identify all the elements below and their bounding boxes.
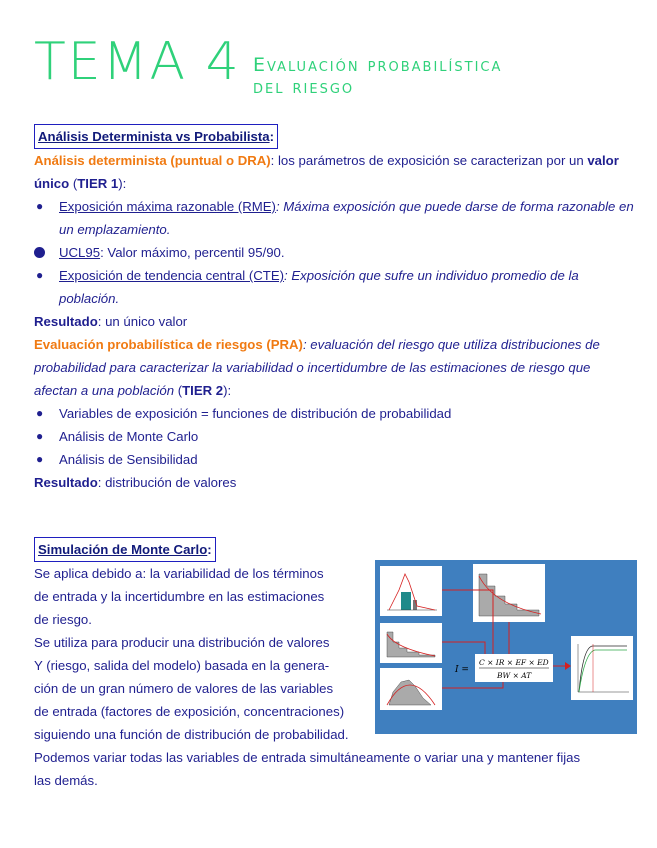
bullet-icon: ● — [36, 268, 44, 282]
page-subtitle — [253, 54, 502, 98]
list-item: ● Exposición máxima razonable (RME): Máxima exposición que puede darse de forma razonable en un emplazamiento. — [34, 195, 634, 241]
list-item: UCL95: Valor máximo, percentil 95/90. — [34, 241, 634, 264]
section-heading: Análisis Determinista vs Probabilista: — [34, 124, 278, 149]
text-line: Se aplica debido a: la variabilidad de los términos — [34, 566, 324, 581]
resultado-determinista: Resultado: un único valor — [34, 314, 188, 329]
text-line: de entrada (factores de exposición, concentraciones) — [34, 704, 345, 719]
output-panel — [571, 636, 633, 700]
bullet-icon: ● — [36, 452, 44, 466]
text-line: Podemos variar todas las variables de entrada simultáneamente o variar una y mantener fijas — [34, 750, 581, 765]
bullet-icon — [34, 247, 45, 258]
text-line: Y (riesgo, salida del modelo) basada en la genera- — [34, 658, 330, 673]
text-line: ción de un gran número de valores de las variables — [34, 681, 334, 696]
text-line: Se utiliza para producir una distribución de valores — [34, 635, 330, 650]
paragraph-probabilistica: Evaluación probabilística de riesgos (PRA): evaluación del riesgo que utiliza distribuciones de probabilidad para caracterizar la variabilidad o incertidumbre de las estimaciones de riesgo que afectan a una población (TIER 2): — [34, 337, 600, 398]
text-line: de entrada y la incertidumbre en las estimaciones — [34, 589, 325, 604]
equation-denominator: BW × AT — [497, 671, 532, 680]
bullet-icon: ● — [36, 199, 44, 213]
page-title: TEMA 4 — [34, 32, 241, 92]
text-line: siguiendo una función de distribución de probabilidad. — [34, 727, 349, 742]
text-line: las demás. — [34, 773, 98, 788]
bullet-icon: ● — [36, 406, 44, 420]
section-determinista-probabilista — [34, 124, 634, 494]
list-item: ● Análisis de Sensibilidad — [34, 448, 634, 471]
equation-numerator: C × IR × EF × ED — [479, 658, 549, 667]
subtitle-line-1: Evaluación probabilística — [253, 54, 503, 76]
list-item: ● Variables de exposición = funciones de distribución de probabilidad — [34, 402, 634, 425]
section-heading: Simulación de Monte Carlo: — [34, 537, 216, 562]
list-item: ● Análisis de Monte Carlo — [34, 425, 634, 448]
text-line: de riesgo. — [34, 612, 92, 627]
bullet-icon: ● — [36, 429, 44, 443]
diagram-graphic — [375, 560, 637, 734]
paragraph-determinista: Análisis determinista (puntual o DRA): los parámetros de exposición se caracterizan por un valor único (TIER 1): — [34, 153, 619, 191]
resultado-probabilistico: Resultado: distribución de valores — [34, 475, 237, 490]
monte-carlo-diagram — [375, 560, 637, 734]
list-item: ● Exposición de tendencia central (CTE): Exposición que sufre un individuo promedio de la población. — [34, 264, 634, 310]
equation-lhs: I = — [455, 665, 469, 675]
subtitle-line-2: del riesgo — [253, 76, 355, 98]
